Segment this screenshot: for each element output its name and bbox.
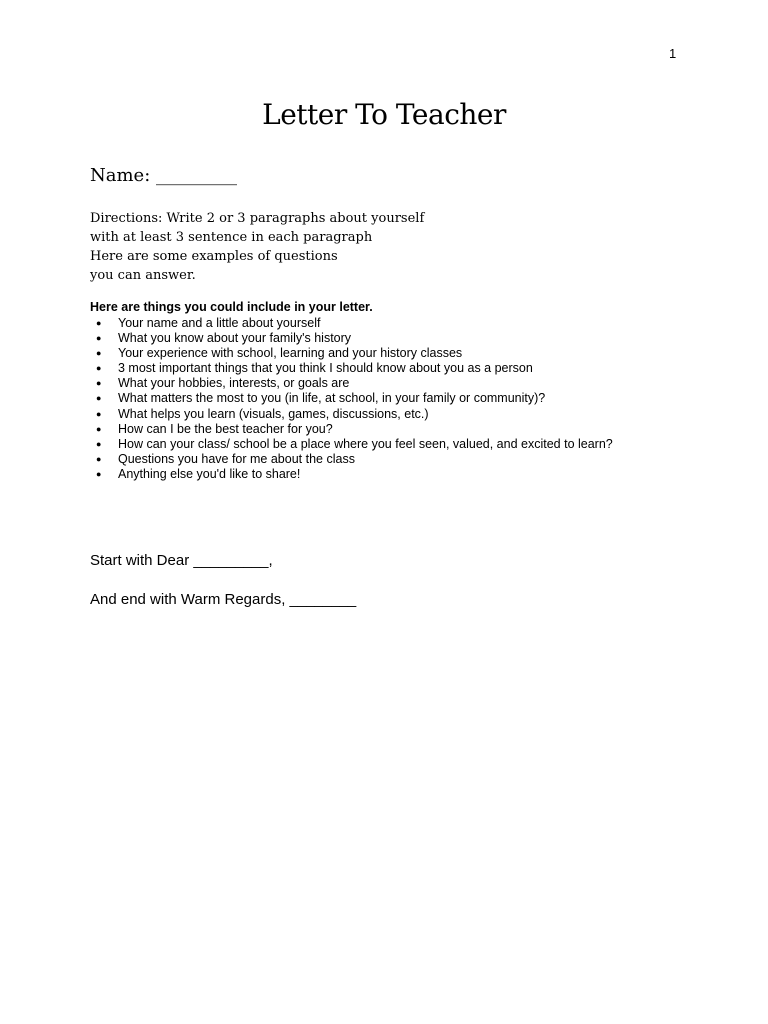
list-item: [90, 422, 613, 437]
list-item-text: How can I be the best teacher for you?: [118, 421, 333, 436]
bullet-icon: ●: [96, 453, 102, 464]
bullet-icon: ●: [96, 333, 102, 344]
list-item-text: What helps you learn (visuals, games, discussions, etc.): [118, 406, 429, 421]
list-item: [90, 346, 613, 361]
list-item: [90, 316, 613, 331]
list-item: [90, 391, 613, 406]
name-field-line: Name: _________: [90, 165, 237, 186]
document-title: Letter To Teacher: [262, 98, 506, 131]
bullet-icon: ●: [96, 378, 102, 389]
list-item: [90, 331, 613, 346]
bullet-icon: ●: [96, 438, 102, 449]
list-item-text: Your name and a little about yourself: [118, 316, 321, 330]
list-item: [90, 376, 613, 391]
bullet-icon: ●: [96, 363, 102, 374]
bullet-icon: ●: [96, 393, 102, 404]
list-item: [90, 452, 613, 467]
list-item-text: Questions you have for me about the class: [118, 451, 355, 466]
list-item-text: What matters the most to you (in life, at school, in your family or community)?: [118, 391, 546, 406]
list-item: [90, 407, 613, 422]
page-number: 1: [669, 46, 677, 61]
list-item-text: How can your class/ school be a place where you feel seen, valued, and excited to learn?: [118, 436, 613, 451]
directions-line-1: Directions: Write 2 or 3 paragraphs about yourself: [90, 211, 425, 226]
list-item: [90, 437, 613, 452]
bullet-icon: ●: [96, 408, 102, 419]
bullet-icon: ●: [96, 468, 102, 479]
list-item-text: Your experience with school, learning and your history classes: [118, 346, 463, 361]
bullet-icon: ●: [96, 423, 102, 434]
list-item-text: What your hobbies, interests, or goals are: [118, 376, 350, 391]
bullet-icon: ●: [96, 318, 102, 328]
suggestions-list: [90, 316, 613, 482]
list-item-text: 3 most important things that you think I should know about you as a person: [118, 361, 533, 376]
list-item-text: What you know about your family's history: [118, 331, 352, 346]
directions-line-3: Here are some examples of questions: [90, 249, 338, 264]
closing-instruction: And end with Warm Regards, ________: [90, 591, 357, 608]
greeting-instruction: Start with Dear _________,: [90, 552, 273, 569]
directions-line-4: you can answer.: [90, 268, 196, 283]
directions-line-2: with at least 3 sentence in each paragraph: [90, 230, 373, 245]
list-item: [90, 467, 613, 482]
list-item: [90, 361, 613, 376]
directions-paragraph: [90, 209, 424, 285]
include-heading: Here are things you could include in your letter.: [90, 300, 373, 314]
bullet-icon: ●: [96, 348, 102, 359]
list-item-text: Anything else you'd like to share!: [118, 466, 301, 481]
